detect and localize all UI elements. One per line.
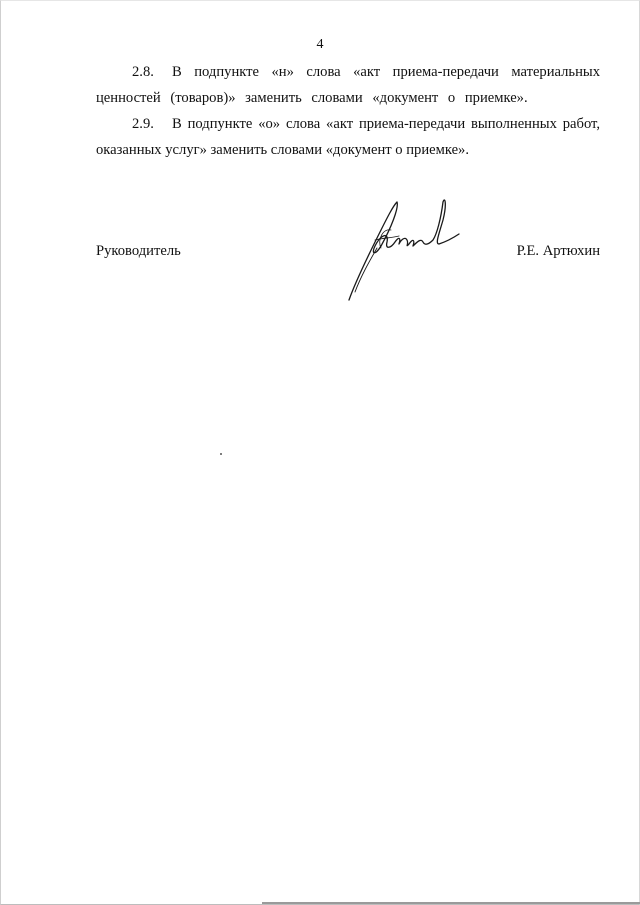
scan-edge-line	[262, 902, 640, 904]
paragraph-2-9	[96, 111, 600, 163]
handwritten-signature	[335, 188, 465, 306]
paragraph-text: В подпункте «о» слова «акт приема-передачи выполненных работ, оказанных услуг» заменить словами «документ о приемке».	[96, 116, 600, 158]
page-number: 4	[316, 37, 324, 52]
paragraph-number: 2.8.	[132, 64, 154, 80]
signature-stroke	[355, 248, 377, 292]
paragraph-2-8	[96, 59, 600, 111]
paragraph-text: В подпункте «н» слова «акт приема-передачи материальных ценностей (товаров)» заменить словами «документ о приемке».	[96, 64, 600, 106]
scan-speck	[220, 453, 222, 455]
signer-name: Р.Е. Артюхин	[516, 243, 600, 259]
paragraph-number: 2.9.	[132, 116, 154, 132]
signer-role: Руководитель	[96, 243, 181, 259]
signature-stroke	[349, 200, 459, 300]
